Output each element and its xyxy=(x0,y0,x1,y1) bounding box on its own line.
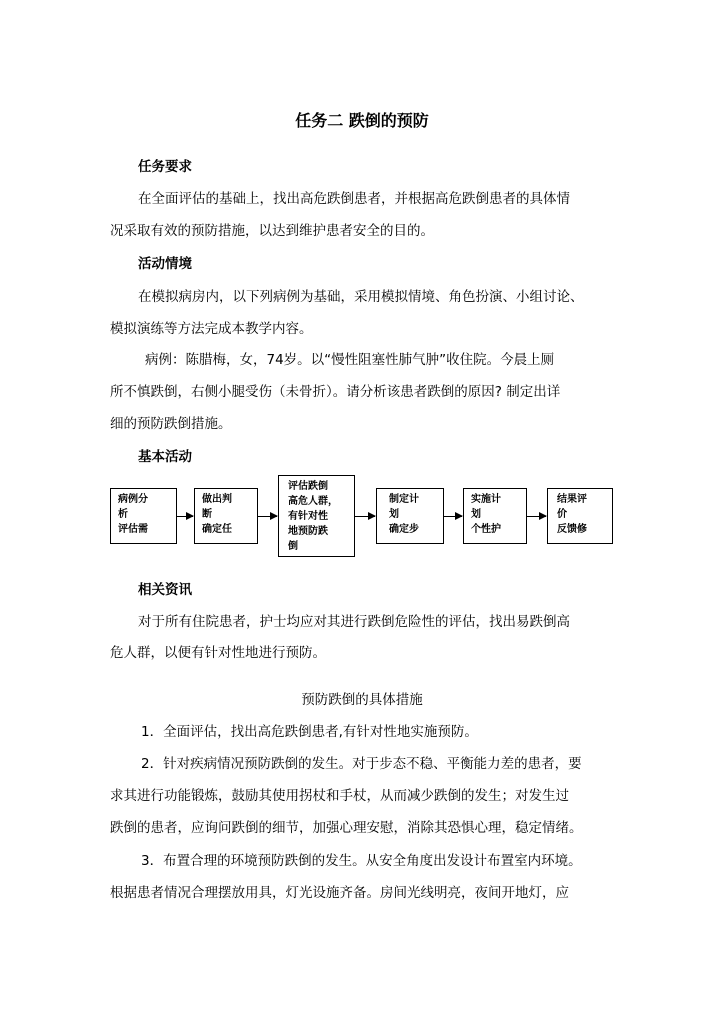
flow-step-text: 价 xyxy=(557,509,567,520)
paragraph-line: 在全面评估的基础上，找出高危跌倒患者，并根据高危跌倒患者的具体情 xyxy=(138,191,570,207)
flow-step-text: 析 xyxy=(118,509,128,520)
flow-arrow xyxy=(258,516,277,517)
flow-step-evaluate xyxy=(547,488,613,544)
flow-step-implement xyxy=(463,488,527,544)
flow-step-text: 反馈修 xyxy=(557,524,587,535)
heading-basic-activity: 基本活动 xyxy=(138,449,192,465)
heading-related-info: 相关资讯 xyxy=(138,582,192,598)
flow-step-text: 个性护 xyxy=(471,524,501,535)
paragraph-line: 模拟演练等方法完成本教学内容。 xyxy=(110,321,313,337)
flow-step-text: 评估需 xyxy=(118,524,148,535)
flow-arrow xyxy=(355,516,375,517)
flow-step-text: 结果评 xyxy=(557,494,587,505)
paragraph-line: 对于所有住院患者，护士均应对其进行跌倒危险性的评估，找出易跌倒高 xyxy=(138,614,570,630)
flow-step-judgement xyxy=(194,488,258,544)
section-subtitle: 预防跌倒的具体措施 xyxy=(301,692,423,708)
measure-line: 3．布置合理的环境预防跌倒的发生。从安全角度出发设计布置室内环境。 xyxy=(141,853,582,869)
flow-step-text: 做出判 xyxy=(202,494,232,505)
flow-step-plan xyxy=(376,488,444,544)
flow-step-text: 高危人群， xyxy=(288,496,338,507)
flow-arrow xyxy=(444,516,462,517)
heading-activity-scenario: 活动情境 xyxy=(138,256,192,272)
case-line: 细的预防跌倒措施。 xyxy=(110,416,232,432)
heading-task-requirement: 任务要求 xyxy=(138,159,192,175)
flow-step-text: 地预防跌 xyxy=(288,526,328,537)
case-line: 所不慎跌倒，右侧小腿受伤（未骨折）。请分析该患者跌倒的原因? 制定出详 xyxy=(110,384,561,400)
flow-step-text: 实施计 xyxy=(471,494,501,505)
paragraph-line: 况采取有效的预防措施，以达到维护患者安全的目的。 xyxy=(110,223,434,239)
flow-step-case-analysis xyxy=(110,488,177,544)
flow-step-assess-risk xyxy=(278,475,355,557)
flow-step-text: 确定任 xyxy=(202,524,232,535)
paragraph-line: 在模拟病房内，以下列病例为基础，采用模拟情境、角色扮演、小组讨论、 xyxy=(138,289,584,305)
flow-step-text: 划 xyxy=(389,509,399,520)
flow-step-text: 有针对性 xyxy=(288,511,328,522)
flow-step-text: 病例分 xyxy=(118,494,148,505)
measure-line: 2．针对疾病情况预防跌倒的发生。对于步态不稳、平衡能力差的患者，要 xyxy=(141,756,582,772)
flow-step-text: 确定步 xyxy=(389,524,419,535)
measure-line: 根据患者情况合理摆放用具，灯光设施齐备。房间光线明亮，夜间开地灯，应 xyxy=(110,885,569,901)
measure-line: 求其进行功能锻炼，鼓励其使用拐杖和手杖，从而减少跌倒的发生；对发生过 xyxy=(110,788,569,804)
case-line: 病例：陈腊梅，女，74岁。以“慢性阻塞性肺气肿”收住院。今晨上厕 xyxy=(145,352,555,368)
flow-arrow xyxy=(177,516,193,517)
paragraph-line: 危人群，以便有针对性地进行预防。 xyxy=(110,645,326,661)
flow-step-text: 断 xyxy=(202,509,212,520)
measure-line: 1．全面评估，找出高危跌倒患者,有针对性地实施预防。 xyxy=(141,724,478,740)
flow-step-text: 划 xyxy=(471,509,481,520)
flow-step-text: 评估跌倒 xyxy=(288,481,328,492)
flow-step-text: 制定计 xyxy=(389,494,419,505)
page-title: 任务二 跌倒的预防 xyxy=(295,111,429,130)
measure-line: 跌倒的患者，应询问跌倒的细节，加强心理安慰，消除其恐惧心理，稳定情绪。 xyxy=(110,820,583,836)
flow-step-text: 倒 xyxy=(288,541,298,552)
flow-arrow xyxy=(527,516,546,517)
